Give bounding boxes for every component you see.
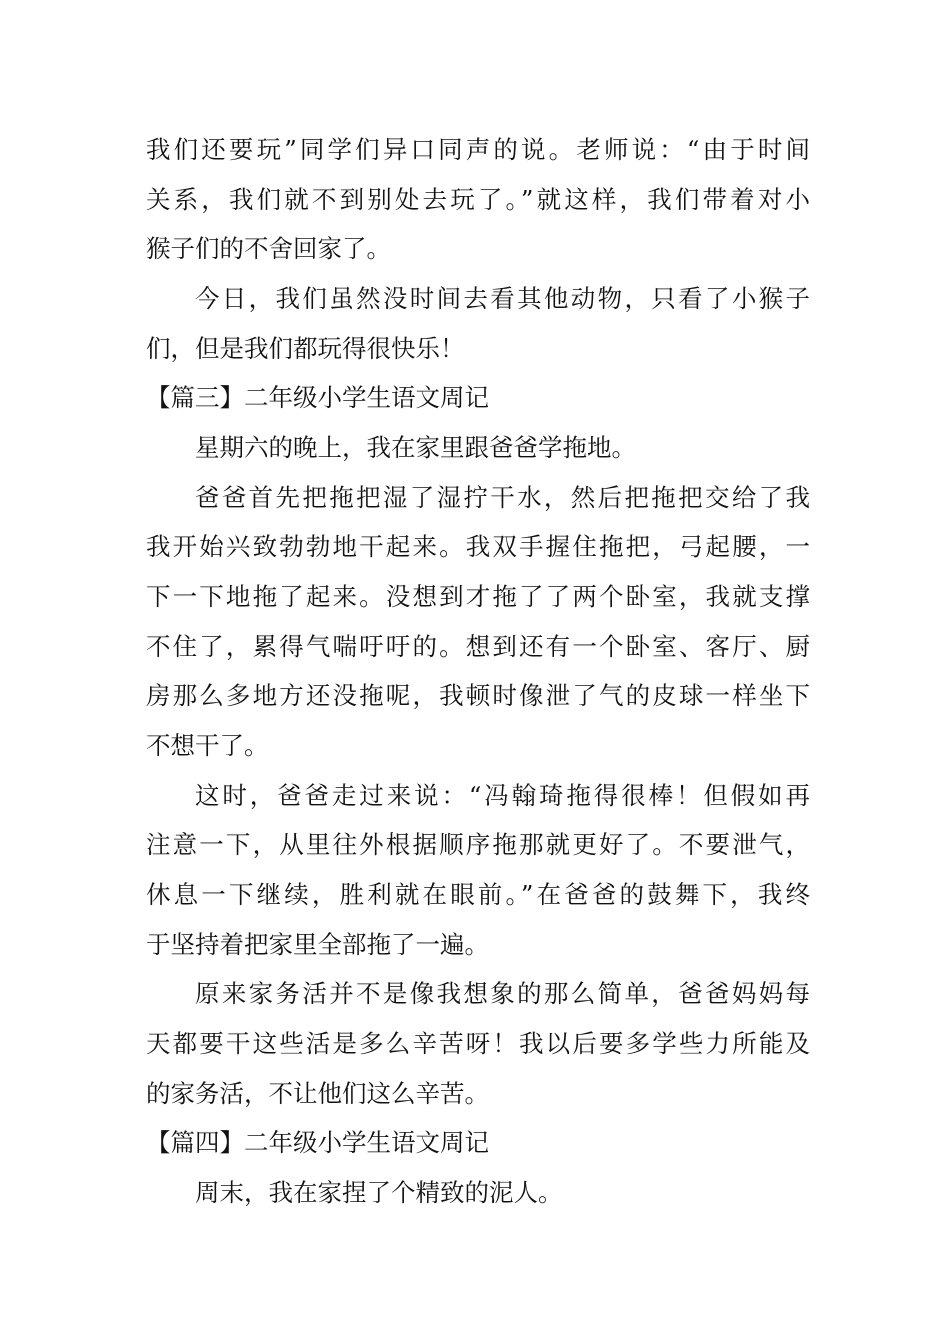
section-heading: 【篇三】二年级小学生语文周记 bbox=[146, 383, 489, 412]
body-text-line: 周末，我在家捏了个精致的泥人。 bbox=[195, 1178, 563, 1207]
body-text-line: 的家务活，不让他们这么辛苦。 bbox=[146, 1079, 489, 1108]
body-text-line: 爸爸首先把拖把湿了湿拧干水，然后把拖把交给了我 bbox=[195, 483, 810, 512]
body-text-line: 今日，我们虽然没时间去看其他动物，只看了小猴子 bbox=[195, 284, 810, 313]
body-text-line: 注意一下，从里往外根据顺序拖那就更好了。不要泄气， bbox=[146, 830, 810, 859]
body-text-line: 天都要干这些活是多么辛苦呀！我以后要多学些力所能及 bbox=[146, 1029, 810, 1058]
body-text-line: 原来家务活并不是像我想象的那么简单，爸爸妈妈每 bbox=[195, 979, 810, 1008]
body-text-line: 猴子们的不舍回家了。 bbox=[146, 234, 391, 263]
body-text-line: 我开始兴致勃勃地干起来。我双手握住拖把，弓起腰，一 bbox=[146, 532, 810, 561]
body-text-line: 关系，我们就不到别处去玩了。”就这样，我们带着对小 bbox=[146, 185, 810, 214]
body-text-line: 星期六的晚上，我在家里跟爸爸学拖地。 bbox=[195, 433, 636, 462]
body-text-line: 下一下地拖了起来。没想到才拖了了两个卧室，我就支撑 bbox=[146, 582, 810, 611]
body-text-line: 不想干了。 bbox=[146, 731, 269, 760]
body-text-line: 们，但是我们都玩得很快乐！ bbox=[146, 334, 465, 363]
body-text-line: 这时，爸爸走过来说：“冯翰琦拖得很棒！但假如再 bbox=[195, 781, 810, 810]
body-text-line: 于坚持着把家里全部拖了一遍。 bbox=[146, 930, 489, 959]
body-text-line: 房那么多地方还没拖呢，我顿时像泄了气的皮球一样坐下 bbox=[146, 681, 810, 710]
body-text-line: 不住了，累得气喘吁吁的。想到还有一个卧室、客厅、厨 bbox=[146, 632, 810, 661]
body-text-line: 我们还要玩”同学们异口同声的说。老师说：“由于时间 bbox=[146, 135, 810, 164]
section-heading: 【篇四】二年级小学生语文周记 bbox=[146, 1128, 489, 1157]
body-text-line: 休息一下继续，胜利就在眼前。”在爸爸的鼓舞下，我终 bbox=[146, 880, 810, 909]
